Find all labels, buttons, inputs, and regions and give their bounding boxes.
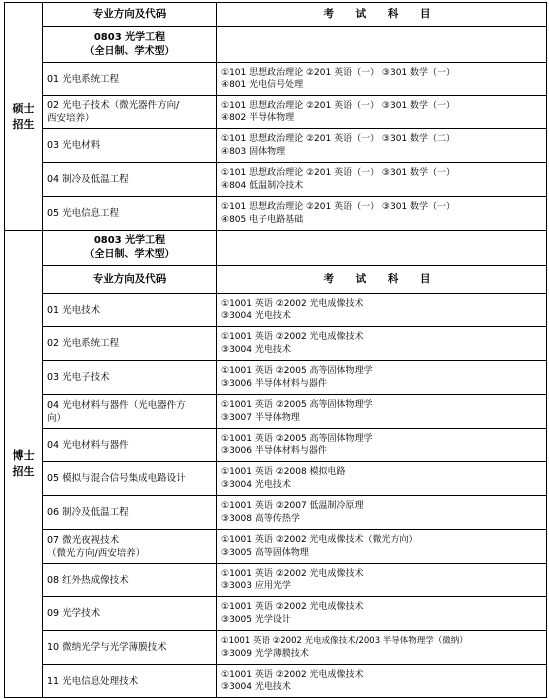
subjects-cell: ①101 思想政治理论 ②201 英语（一） ③301 数学（一） ④801 光电信号处理 <box>217 63 547 96</box>
table-row <box>5 597 547 631</box>
doctor-section-blank <box>217 231 547 266</box>
subjects-cell: ①101 思想政治理论 ②201 英语（一） ③301 数学（一） ④804 低温制冷技术 <box>217 163 547 197</box>
subjects-cell: ①101 思想政治理论 ②201 英语（一） ③301 数学（一） ④805 电子电路基础 <box>217 197 547 231</box>
subjects-cell: ①1001 英语 ②2002 光电成像技术 ③3003 应用光学 <box>217 564 547 597</box>
major-cell: 05 光电信息工程 <box>43 197 217 231</box>
doctor-header-row <box>5 266 547 294</box>
table-row <box>5 665 547 698</box>
table-row <box>5 429 547 462</box>
major-cell: 04 光电材料与器件（光电器件方 向） <box>43 395 217 429</box>
table-row <box>5 530 547 564</box>
table-row <box>5 496 547 530</box>
table-row <box>5 129 547 163</box>
master-section-blank <box>217 27 547 63</box>
table-header-row <box>5 3 547 27</box>
major-cell: 03 光电子技术 <box>43 361 217 395</box>
admission-subjects-table <box>4 2 547 698</box>
master-category-cell <box>5 3 43 231</box>
subjects-cell: ①1001 英语 ②2005 高等固体物理学 ③3007 半导体物理 <box>217 395 547 429</box>
subjects-cell: ①101 思想政治理论 ②201 英语（一） ③301 数学（一） ④802 半导体物理 <box>217 96 547 129</box>
table-row <box>5 564 547 597</box>
major-cell: 10 微纳光学与光学薄膜技术 <box>43 631 217 665</box>
major-cell: 05 模拟与混合信号集成电路设计 <box>43 462 217 496</box>
doctor-category-cell <box>5 231 43 698</box>
table-row <box>5 63 547 96</box>
doctor-label-line-2: 招生 <box>12 465 35 478</box>
subjects-cell: ①1001 英语 ②2002 光电成像技术 ③3004 光电技术 <box>217 327 547 361</box>
major-cell: 01 光电技术 <box>43 294 217 327</box>
major-cell: 02 光电子技术（微光器件方向/ 西安培养） <box>43 96 217 129</box>
subjects-cell: ①1001 英语 ②2002 光电成像技术 ③3004 光电技术 <box>217 665 547 698</box>
subjects-cell: ①1001 英语 ②2005 高等固体物理学 ③3006 半导体材料与器件 <box>217 429 547 462</box>
doctor-section-title: 0803 光学工程 （全日制、学术型） <box>43 231 217 266</box>
master-section-title: 0803 光学工程 （全日制、学术型） <box>43 27 217 63</box>
master-section-row <box>5 27 547 63</box>
table-row <box>5 327 547 361</box>
table-row <box>5 294 547 327</box>
major-cell: 04 制冷及低温工程 <box>43 163 217 197</box>
major-cell: 09 光学技术 <box>43 597 217 631</box>
major-cell: 01 光电系统工程 <box>43 63 217 96</box>
subjects-cell: ①1001 英语 ②2005 高等固体物理学 ③3006 半导体材料与器件 <box>217 361 547 395</box>
master-label-line-1: 硕士 <box>12 101 35 115</box>
header-subject-column: 考 试 科 目 <box>217 3 547 27</box>
master-label-line-2: 招生 <box>12 117 35 131</box>
subjects-cell: ①1001 英语 ②2002 光电成像技术 ③3005 光学设计 <box>217 597 547 631</box>
table-row <box>5 197 547 231</box>
header-major-column: 专业方向及代码 <box>43 3 217 27</box>
major-cell: 07 微光夜视技术 （微光方向/西安培养） <box>43 530 217 564</box>
table-row <box>5 163 547 197</box>
major-cell: 02 光电系统工程 <box>43 327 217 361</box>
major-cell: 03 光电材料 <box>43 129 217 163</box>
subjects-cell: ①1001 英语 ②2002 光电成像技术/2003 半导体物理学（微纳） ③3009 光学薄膜技术 <box>217 631 547 665</box>
subjects-cell: ①1001 英语 ②2008 模拟电路 ③3004 光电技术 <box>217 462 547 496</box>
table-row <box>5 631 547 665</box>
doctor-label-line-1: 博士 <box>12 449 35 462</box>
doctor-header-major: 专业方向及代码 <box>43 266 217 294</box>
major-cell: 08 红外热成像技术 <box>43 564 217 597</box>
major-cell: 06 制冷及低温工程 <box>43 496 217 530</box>
doctor-section-row <box>5 231 547 266</box>
table-row <box>5 395 547 429</box>
major-cell: 04 光电材料与器件 <box>43 429 217 462</box>
major-cell: 11 光电信息处理技术 <box>43 665 217 698</box>
table-row <box>5 462 547 496</box>
subjects-cell: ①1001 英语 ②2007 低温制冷原理 ③3008 高等传热学 <box>217 496 547 530</box>
table-row <box>5 96 547 129</box>
subjects-cell: ①101 思想政治理论 ②201 英语（一） ③301 数学（二） ④803 固体物理 <box>217 129 547 163</box>
doctor-header-subject: 考 试 科 目 <box>217 266 547 294</box>
table-row <box>5 361 547 395</box>
subjects-cell: ①1001 英语 ②2002 光电成像技术（微光方向） ③3005 高等固体物理 <box>217 530 547 564</box>
subjects-cell: ①1001 英语 ②2002 光电成像技术 ③3004 光电技术 <box>217 294 547 327</box>
